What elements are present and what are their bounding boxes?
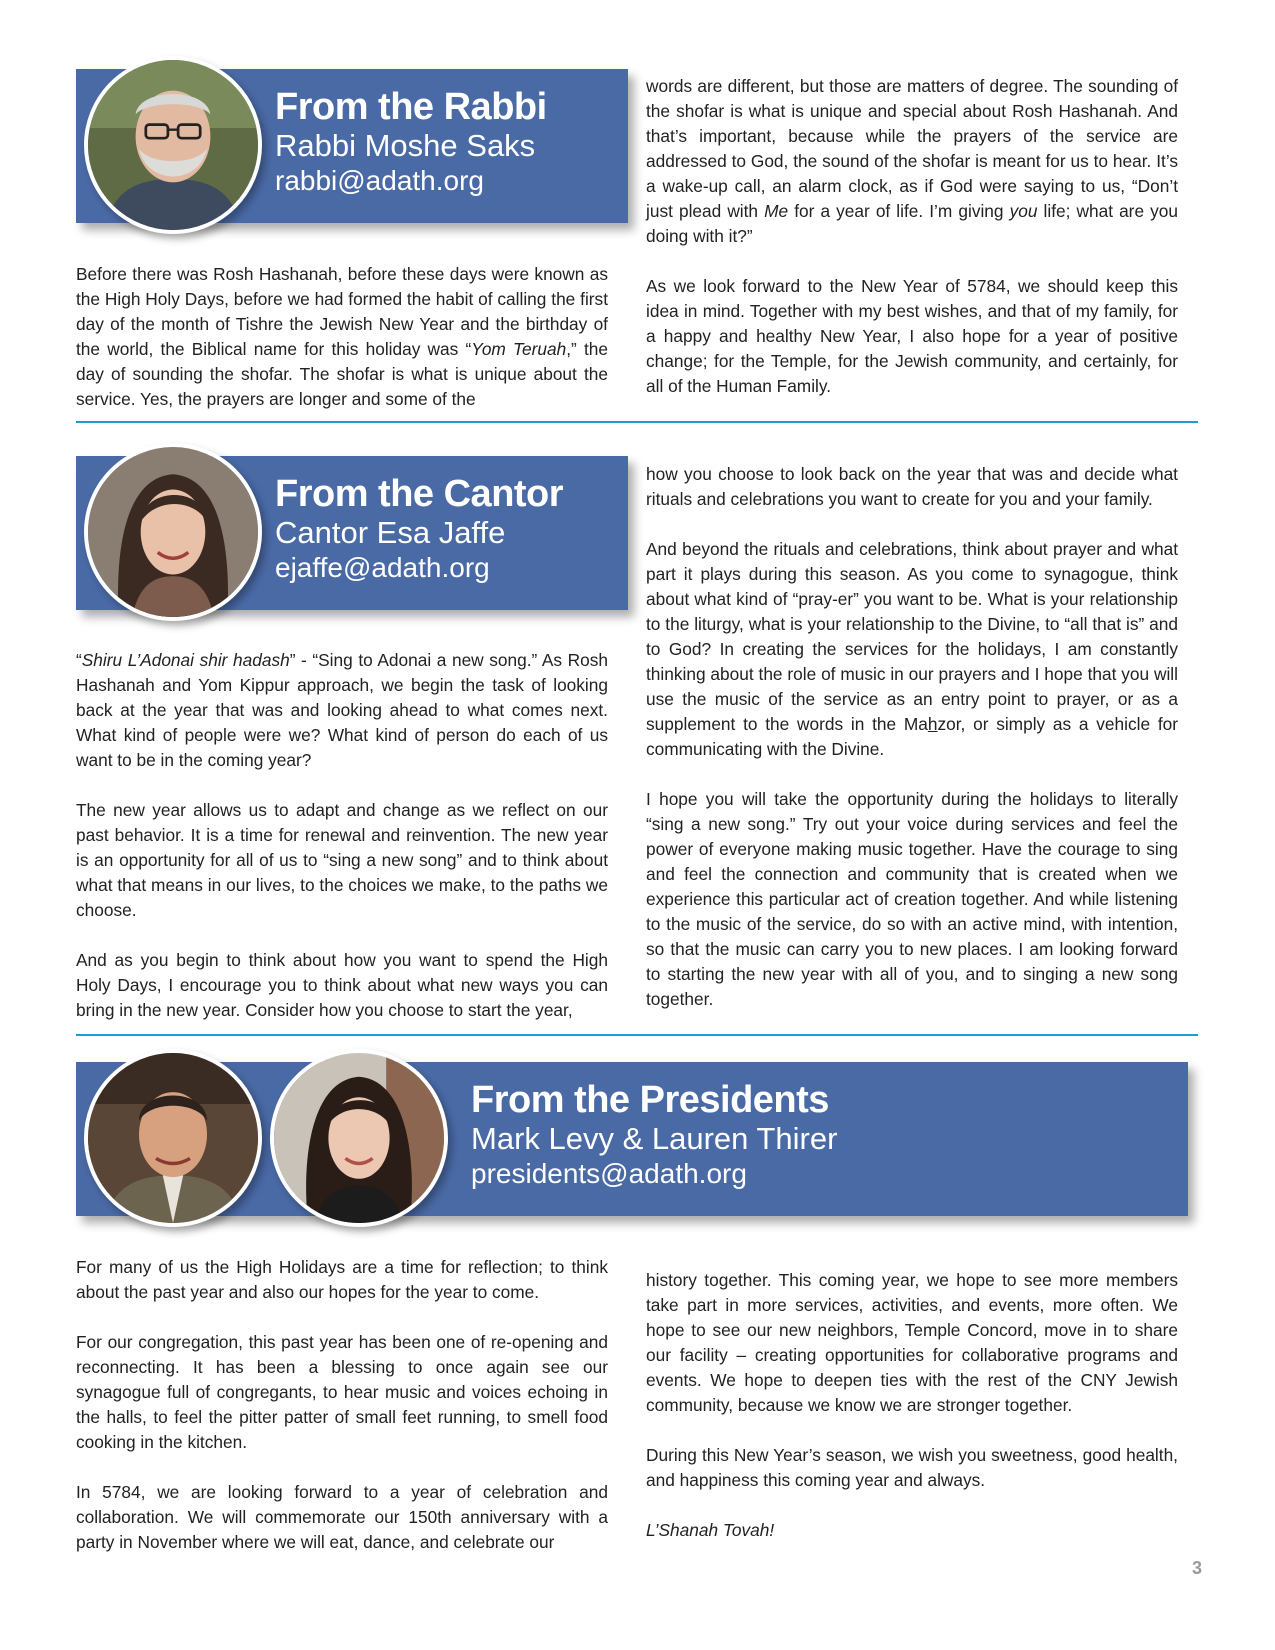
page-number: 3 bbox=[1192, 1558, 1203, 1578]
section-divider bbox=[76, 421, 1198, 423]
cantor-column-right bbox=[646, 462, 1178, 1012]
cantor-paragraph: “Shiru L’Adonai shir hadash” - “Sing to Adonai a new song.” As Rosh Hashanah and Yom Kippur approach, we begin the task of looking back at the year that was and looking ahead to what comes next. What kind of people were we? What kind of person do each of us want to be in the coming year? bbox=[76, 650, 608, 770]
rabbi-paragraph: words are different, but those are matters of degree. The sounding of the shofar is what is unique and special about Rosh Hashanah. And that’s important, because while the prayers of the service are addressed to God, the sound of the shofar is meant for us to hear. It’s a wake-up call, an alarm clock, as if God were saying to us, “Don’t just plead with Me for a year of life. I’m giving you life; what are you doing with it?” bbox=[646, 76, 1178, 246]
section-title: From the Cantor bbox=[275, 473, 564, 515]
cantor-paragraph: The new year allows us to adapt and change as we reflect on our past behavior. It is a time for renewal and reinvention. The new year is an opportunity for all of us to “sing a new song” and to think about what that means in our lives, to the choices we make, to the paths we choose. bbox=[76, 800, 608, 920]
presidents-column-right bbox=[646, 1268, 1178, 1543]
presidents-heading bbox=[471, 1079, 837, 1191]
cantor-paragraph: And beyond the rituals and celebrations, think about prayer and what part it plays during this season. As you come to synagogue, think about what kind of “pray-er” you want to be. What is your relationship to the liturgy, what is your relationship to the Divine, to “all that is” and to God? In creating the services for the holidays, I am constantly thinking about the role of music in our prayers and I hope that you will use the music of the service as an entry point to prayer, or as a supplement to the words in the Mahzor, or simply as a vehicle for communicating with the Divine. bbox=[646, 539, 1178, 759]
rabbi-paragraph: As we look forward to the New Year of 5784, we should keep this idea in mind. Together with my best wishes, and that of my family, for a happy and healthy New Year, I also hope for a year of positive change; for the Temple, for the Jewish community, and certainly, for all of the Human Family. bbox=[646, 276, 1178, 396]
cantor-paragraph: I hope you will take the opportunity during the holidays to literally “sing a new song.” Try out your voice during services and feel the power of everyone making music together. Have the courage to sing and feel the connection and community that is created when we experience this particular act of creation together. And while listening to the music of the service, do so with an active mind, with intention, so that the music can carry you to new places. I am looking forward to starting the new year with all of you, and to singing a new song together. bbox=[646, 789, 1178, 1009]
presidents-paragraph: history together. This coming year, we hope to see more members take part in more services, activities, and events, more often. We hope to see our new neighbors, Temple Concord, move in to share our facility – creating opportunities for collaborative programs and events. We hope to deepen ties with the rest of the CNY Jewish community, because we know we are stronger together. bbox=[646, 1270, 1178, 1415]
author-name: Cantor Esa Jaffe bbox=[275, 515, 506, 550]
author-email[interactable]: ejaffe@adath.org bbox=[275, 552, 490, 583]
rabbi-column-right bbox=[646, 74, 1178, 399]
presidents-paragraph: In 5784, we are looking forward to a year of celebration and collaboration. We will commemorate our 150th anniversary with a party in November where we will eat, dance, and celebrate our bbox=[76, 1482, 608, 1552]
cantor-paragraph: how you choose to look back on the year that was and decide what rituals and celebrations you want to create for you and your family. bbox=[646, 464, 1178, 509]
presidents-paragraph: L’Shanah Tovah! bbox=[646, 1520, 775, 1540]
president-photo-mark bbox=[84, 1049, 262, 1227]
presidents-column-left bbox=[76, 1255, 608, 1555]
rabbi-paragraph: Before there was Rosh Hashanah, before these days were known as the High Holy Days, before we had formed the habit of calling the first day of the month of Tishre the Jewish New Year and the birthday of the world, the Biblical name for this holiday was “Yom Teruah,” the day of sounding the shofar. The shofar is what is unique about the service. Yes, the prayers are longer and some of the bbox=[76, 264, 608, 409]
cantor-paragraph: And as you begin to think about how you want to spend the High Holy Days, I encourage you to think about what new ways you can bring in the new year. Consider how you choose to start the year, bbox=[76, 950, 608, 1020]
section-title: From the Presidents bbox=[471, 1079, 829, 1121]
cantor-column-left bbox=[76, 648, 608, 1023]
presidents-paragraph: For many of us the High Holidays are a time for reflection; to think about the past year and also our hopes for the year to come. bbox=[76, 1257, 608, 1302]
author-email[interactable]: rabbi@adath.org bbox=[275, 165, 485, 196]
section-title: From the Rabbi bbox=[275, 86, 547, 128]
cantor-heading bbox=[275, 473, 563, 585]
president-photo-lauren bbox=[270, 1049, 448, 1227]
presidents-paragraph: During this New Year’s season, we wish you sweetness, good health, and happiness this coming year and always. bbox=[646, 1445, 1178, 1490]
cantor-photo bbox=[84, 443, 262, 621]
rabbi-column-left bbox=[76, 262, 608, 412]
rabbi-photo bbox=[84, 56, 262, 234]
author-email[interactable]: presidents@adath.org bbox=[471, 1158, 747, 1189]
author-name: Rabbi Moshe Saks bbox=[275, 128, 536, 163]
presidents-paragraph: For our congregation, this past year has been one of re-opening and reconnecting. It has been a blessing to once again see our synagogue full of congregants, to hear music and voices echoing in the halls, to feel the pitter patter of small feet running, to smell food cooking in the kitchen. bbox=[76, 1332, 608, 1452]
author-name: Mark Levy & Lauren Thirer bbox=[471, 1121, 838, 1156]
section-divider bbox=[76, 1034, 1198, 1036]
rabbi-heading bbox=[275, 86, 547, 198]
